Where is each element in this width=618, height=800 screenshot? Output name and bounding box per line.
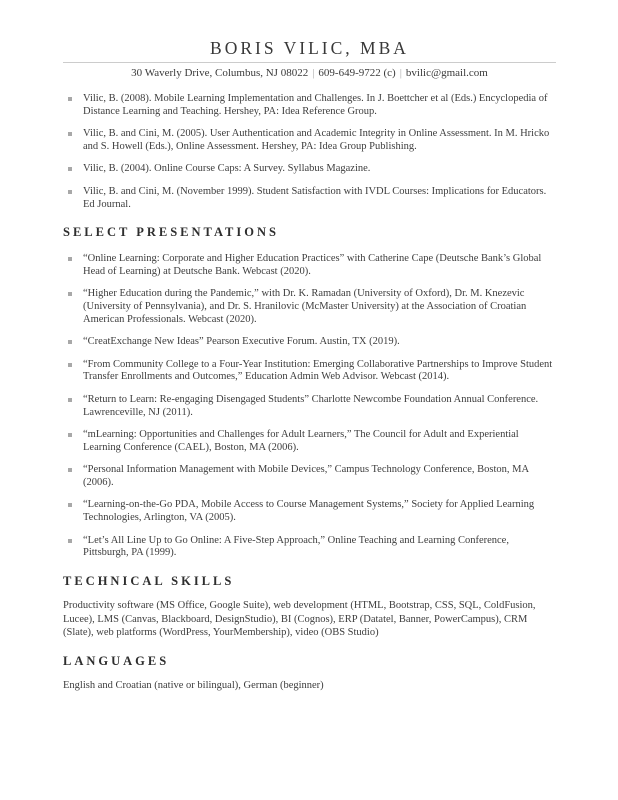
publication-text: Vilic, B. and Cini, M. (2005). User Authentication and Academic Integrity in Online Assessment. In M. Hricko and S. Howell (Eds.), Online Assessment. Hershey, PA: Idea Group Publishing. [83, 128, 550, 152]
publication-item [63, 186, 556, 211]
bullet-square-icon [68, 340, 72, 344]
bullet-square-icon [68, 539, 72, 543]
section-heading-languages: LANGUAGES [63, 654, 170, 669]
publications-list [63, 93, 556, 211]
presentation-text: “Return to Learn: Re-engaging Disengaged Students” Charlotte Newcombe Foundation Annual Conference. Lawrenceville, NJ (2011). [83, 393, 539, 418]
presentation-item [63, 288, 556, 326]
publication-text: Vilic, B. (2004). Online Course Caps: A Survey. Syllabus Magazine. [83, 163, 371, 175]
presentation-item [63, 336, 556, 349]
contact-address: 30 Waverly Drive, Columbus, NJ 08022 [131, 67, 309, 79]
bullet-square-icon [68, 468, 72, 472]
presentation-item [63, 394, 556, 419]
section-heading-presentations: SELECT PRESENTATIONS [63, 225, 279, 240]
presentation-text: “CreatExchange New Ideas” Pearson Executive Forum. Austin, TX (2019). [83, 336, 400, 348]
contact-email: bvilic@gmail.com [405, 67, 488, 79]
presentation-text: “From Community College to a Four-Year Institution: Emerging Collaborative Partnerships to Improve Student Transfer Enrollments and Outcomes,” Education Admin Web Advisor. Webcast (2014). [83, 358, 553, 383]
bullet-square-icon [68, 363, 72, 367]
presentation-text: “Higher Education during the Pandemic,” with Dr. K. Ramadan (University of Oxford), Dr. M. Knezevic (University of Pennsylvania), and Dr. S. Hranilovic (McMaster University) at the Association of Croatian American Professionals. Webcast (2020). [83, 288, 527, 325]
publication-item [63, 163, 556, 176]
presentation-text: “Personal Information Management with Mobile Devices,” Campus Technology Conference, Boston, MA (2006). [83, 464, 529, 488]
bullet-square-icon [68, 257, 72, 261]
presentation-item [63, 429, 556, 454]
contact-separator: | [312, 67, 315, 79]
publication-text: Vilic, B. (2008). Mobile Learning Implementation and Challenges. In J. Boettcher et al (Eds.) Encyclopedia of Distance Learning and Teaching. Hershey, PA: Idea Reference Group. [83, 93, 548, 117]
presentation-item [63, 499, 556, 524]
technical-skills-text: Productivity software (MS Office, Google Suite), web development (HTML, Bootstrap, CSS, SQL, ColdFusion, Lucee), LMS (Canvas, Blackboard, DesignStudio), BI (Cognos), ERP (Datatel, Banner, PowerCampus), CRM (Slate), web platforms (WordPress, YourMembership), video (OBS Studio) [63, 599, 536, 639]
presentation-text: “Learning-on-the-Go PDA, Mobile Access to Course Management Systems,” Society for Applied Learning Technologies, Arlington, VA (2005). [83, 499, 535, 524]
presentation-text: “mLearning: Opportunities and Challenges for Adult Learners,” The Council for Adult and Experiential Learning Conference (CAEL), Boston, MA (2006). [83, 429, 519, 453]
bullet-square-icon [68, 503, 72, 507]
header-divider [63, 62, 556, 63]
bullet-square-icon [68, 433, 72, 437]
bullet-square-icon [68, 167, 72, 171]
presentation-item [63, 464, 556, 489]
publication-item [63, 128, 556, 153]
contact-separator: | [399, 67, 402, 79]
bullet-square-icon [68, 398, 72, 402]
presentation-text: “Let’s All Line Up to Go Online: A Five-Step Approach,” Online Teaching and Learning Conference, Pittsburgh, PA (1999). [83, 534, 509, 559]
bullet-square-icon [68, 292, 72, 296]
presentation-text: “Online Learning: Corporate and Higher Education Practices” with Catherine Cape (Deutsche Bank’s Global Head of Learning) at Deutsche Bank. Webcast (2020). [83, 253, 542, 277]
bullet-square-icon [68, 132, 72, 136]
bullet-square-icon [68, 97, 72, 101]
contact-phone: 609-649-9722 (c) [318, 67, 396, 79]
presentation-item [63, 359, 556, 384]
publication-text: Vilic, B. and Cini, M. (November 1999). Student Satisfaction with IVDL Courses: Implications for Educators. Ed Journal. [83, 185, 547, 210]
presentations-list [63, 253, 556, 560]
presentation-item [63, 253, 556, 278]
presentation-item [63, 535, 556, 560]
languages-text: English and Croatian (native or bilingual), German (beginner) [63, 680, 324, 692]
person-name: BORIS VILIC, MBA [210, 38, 409, 58]
contact-line [63, 66, 556, 80]
publication-item [63, 93, 556, 118]
bullet-square-icon [68, 190, 72, 194]
section-heading-technical-skills: TECHNICAL SKILLS [63, 573, 235, 588]
